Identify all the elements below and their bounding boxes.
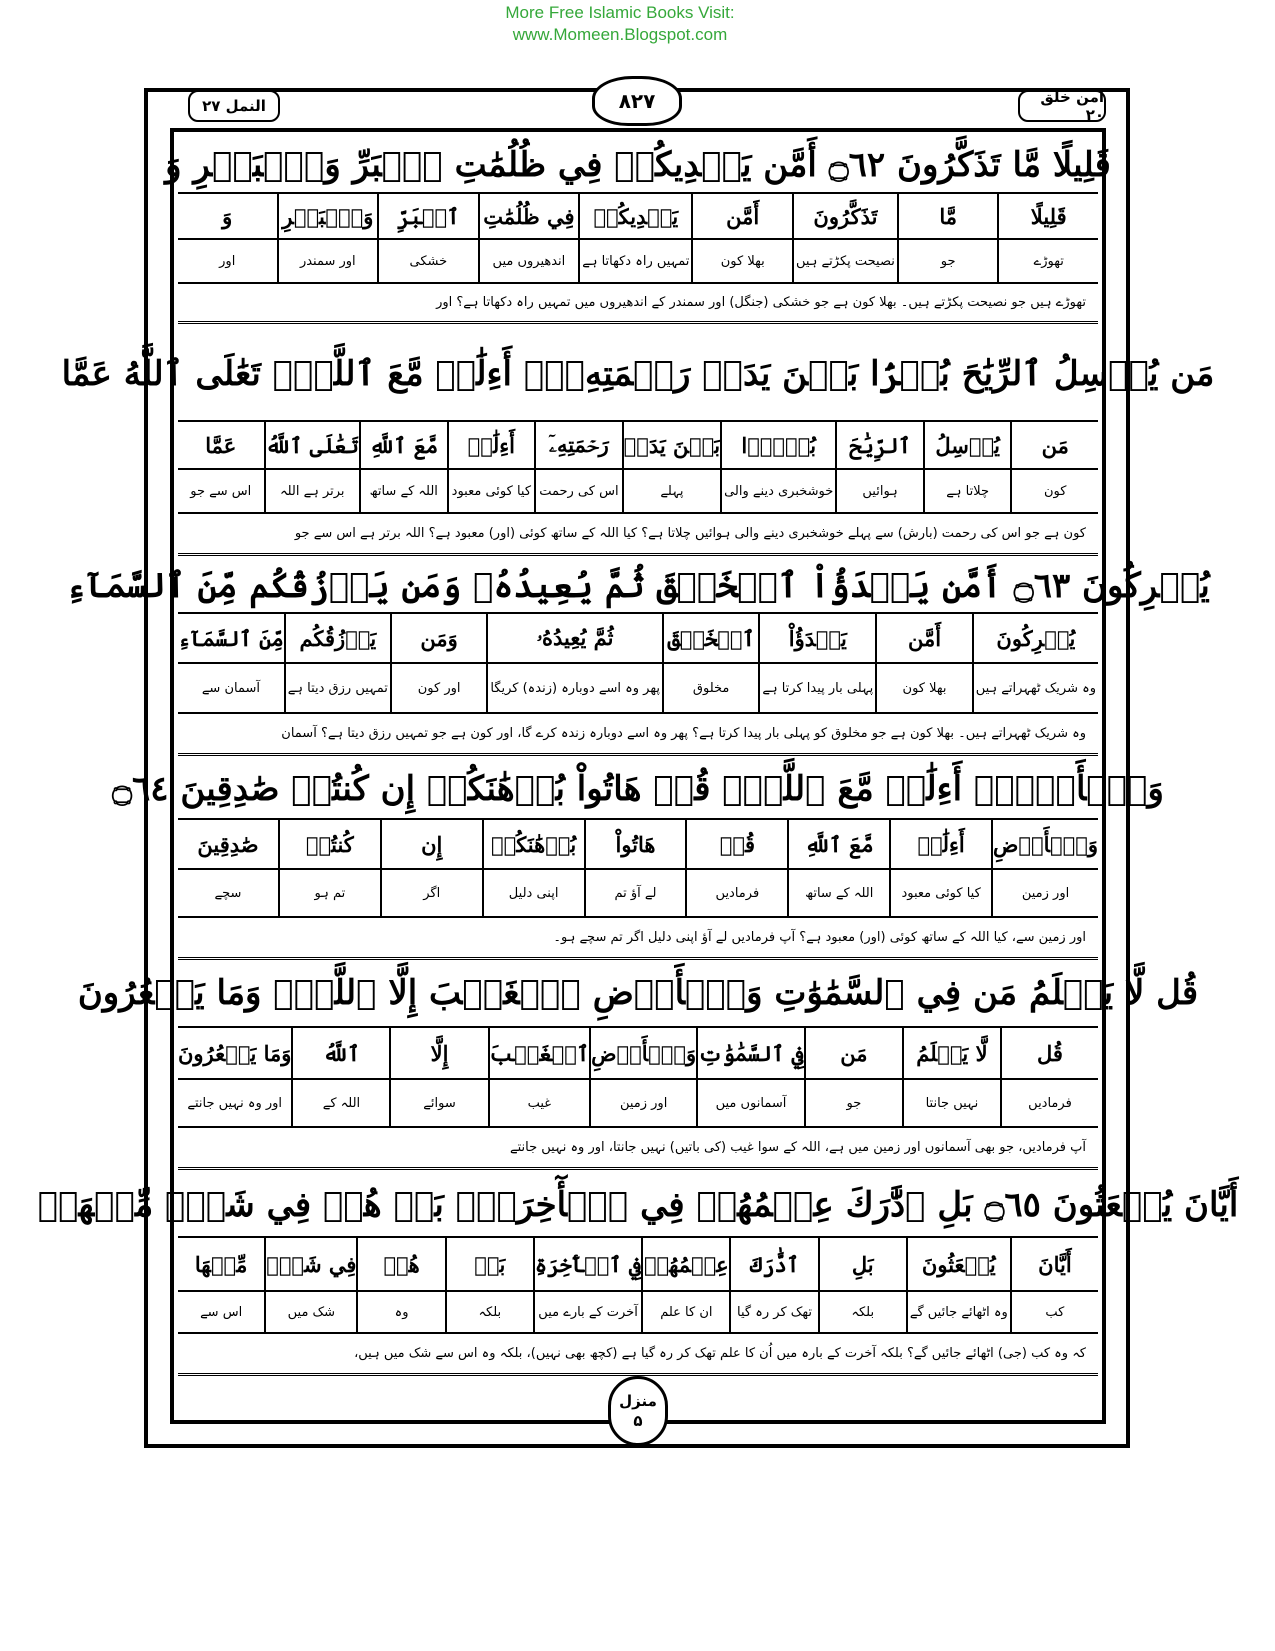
word-cell <box>584 820 686 916</box>
arabic-word: تَذَكَّرُونَ <box>794 194 897 240</box>
arabic-word: ٱلۡبَرِّ <box>379 194 478 240</box>
word-cell <box>835 422 923 512</box>
manzil-badge <box>608 1376 668 1446</box>
arabic-word: أَءِلَٰهٞ <box>891 820 991 870</box>
manzil-label: منزل <box>619 1392 657 1410</box>
word-meaning: بھلا کون <box>720 253 765 269</box>
urdu-translation: وہ شریک ٹھہراتے ہیں۔ بھلا کون ہے جو مخلوق کو پہلی بار پیدا کرتا ہے؟ پھر وہ اسے دوبارہ زندہ کرے گا، اور کون ہے جو تمہیں رزق دیتا ہے؟ آسمان <box>178 714 1098 756</box>
urdu-translation: کہ وہ کب (جی) اٹھائے جائیں گے؟ بلکہ آخرت کے بارہ میں اُن کا علم تھک کر رہ گیا ہے (کچھ بھی نہیں)، بلکہ وہ اس سے شک میں ہیں، <box>178 1334 1098 1376</box>
arabic-word: بَلۡ <box>447 1238 533 1292</box>
verse-section <box>165 136 1111 324</box>
arabic-word: قُل <box>1002 1028 1098 1080</box>
word-meaning: پھر وہ اسے دوبارہ (زندہ) کریگا <box>490 680 660 696</box>
word-cell <box>277 194 378 282</box>
surah-name-label: النمل ۲۷ <box>188 90 280 122</box>
arabic-word: وَمَا يَشۡعُرُونَ <box>178 1028 291 1080</box>
word-cell <box>972 614 1098 712</box>
arabic-word: يَهۡدِيكُمۡ <box>580 194 691 240</box>
word-cell <box>178 194 277 282</box>
word-meaning: ہوائیں <box>862 483 898 499</box>
word-cell <box>389 1028 487 1126</box>
urdu-translation: اور زمین سے، کیا اللہ کے ساتھ کوئی (اور) معبود ہے؟ آپ فرمادیں لے آؤ اپنی دلیل اگر تم سچے ہو۔ <box>178 918 1098 960</box>
arabic-word: صَٰدِقِينَ <box>178 820 278 870</box>
word-meaning: اور وہ نہیں جانتے <box>187 1095 283 1111</box>
word-meaning: فرمادیں <box>715 885 760 901</box>
word-cell <box>923 422 1011 512</box>
arabic-word: رَحۡمَتِهِۦٓ <box>536 422 622 470</box>
word-by-word-grid <box>178 194 1098 284</box>
arabic-word: مِّنَ ٱلسَّمَآءِ <box>178 614 284 664</box>
word-meaning: اللہ کے <box>322 1095 361 1111</box>
arabic-word: أَمَّن <box>877 614 971 664</box>
arabic-word: بُشۡرَۢا <box>722 422 835 470</box>
word-meaning: فرمادیں <box>1028 1095 1072 1111</box>
word-meaning: بلکہ <box>851 1304 875 1320</box>
word-cell <box>356 1238 444 1332</box>
word-cell <box>691 194 792 282</box>
word-cell <box>359 422 447 512</box>
word-by-word-grid <box>178 1238 1098 1334</box>
word-cell <box>758 614 875 712</box>
word-cell <box>818 1238 906 1332</box>
word-meaning: پہلی بار پیدا کرتا ہے <box>762 680 874 696</box>
word-cell <box>264 1238 356 1332</box>
arabic-word: عَمَّا <box>178 422 264 470</box>
word-meaning: آسمان سے <box>201 680 260 696</box>
word-cell <box>1000 1028 1098 1126</box>
word-meaning: تمہیں راہ دکھاتا ہے <box>582 253 690 269</box>
word-meaning: تھک کر رہ گیا <box>737 1304 813 1320</box>
word-cell <box>178 1028 291 1126</box>
word-cell <box>534 422 622 512</box>
word-cell <box>377 194 478 282</box>
word-meaning: کب <box>1045 1304 1065 1320</box>
word-meaning: پہلے <box>660 483 684 499</box>
word-cell <box>380 820 482 916</box>
word-by-word-grid <box>178 820 1098 918</box>
word-meaning: نہیں جانتا <box>925 1095 979 1111</box>
arabic-word: ٱلۡغَيۡبَ <box>490 1028 590 1080</box>
arabic-word: بُرۡهَٰنَكُمۡ <box>484 820 584 870</box>
word-cell <box>792 194 897 282</box>
verse-section <box>77 960 1199 1170</box>
word-cell <box>685 820 787 916</box>
urdu-translation: آپ فرمادیں، جو بھی آسمانوں اور زمین میں ہے، اللہ کے سوا غیب (کی باتیں) نہیں جانتا، اور وہ نہیں جانتے <box>178 1128 1098 1170</box>
arabic-word: تَعَٰلَى ٱللَّهُ <box>266 422 359 470</box>
word-meaning: سچے <box>214 885 242 901</box>
arabic-word: أَيَّانَ <box>1012 1238 1098 1292</box>
word-cell <box>488 1028 590 1126</box>
word-cell <box>902 1028 1000 1126</box>
word-cell <box>720 422 835 512</box>
word-meaning: اگر <box>423 885 441 901</box>
arabic-word: وَٱلۡأَرۡضِ <box>591 1028 696 1080</box>
arabic-word: فِي ظُلُمَٰتِ <box>480 194 579 240</box>
word-cell <box>787 820 889 916</box>
arabic-word: أَمَّن <box>693 194 792 240</box>
arabic-word: إِن <box>382 820 482 870</box>
arabic-word: يُرۡسِلُ <box>925 422 1011 470</box>
word-cell <box>578 194 691 282</box>
word-meaning: خوشخبری دینے والی <box>724 483 834 499</box>
arabic-word: فِي ٱلۡأٓخِرَةِ <box>535 1238 641 1292</box>
word-meaning: برتر ہے اللہ <box>279 483 345 499</box>
arabic-word: بَلِ <box>820 1238 906 1292</box>
word-cell <box>445 1238 533 1332</box>
arabic-word: يُبۡعَثُونَ <box>908 1238 1010 1292</box>
word-cell <box>478 194 579 282</box>
arabic-word: فِي ٱلسَّمَٰوَٰتِ <box>698 1028 804 1080</box>
word-cell <box>906 1238 1010 1332</box>
arabic-word: أَءِلَٰهٞ <box>449 422 535 470</box>
word-meaning: اور کون <box>417 680 461 696</box>
urdu-translation: کون ہے جو اس کی رحمت (بارش) سے پہلے خوشخبری دینے والی ہوائیں چلاتا ہے؟ کیا اللہ کے ساتھ کوئی (اور) معبود ہے؟ اللہ برتر ہے اس سے جو <box>178 514 1098 556</box>
word-meaning: ان کا علم <box>660 1304 713 1320</box>
word-meaning: کون <box>1044 483 1067 499</box>
word-by-word-grid <box>178 1028 1098 1128</box>
word-meaning: غیب <box>527 1095 552 1111</box>
word-meaning: سوائے <box>423 1095 456 1111</box>
word-cell <box>1010 1238 1098 1332</box>
arabic-word: يُشۡرِكُونَ <box>974 614 1098 664</box>
verse-section <box>112 758 1164 960</box>
arabic-verse-line: وَٱلۡأَرۡضِۗ أَءِلَٰهٞ مَّعَ ٱللَّهِۚ قُلۡ هَاتُواْ بُرۡهَٰنَكُمۡ إِن كُنتُمۡ صَٰدِقِينَ ۝٦٤ <box>178 758 1098 820</box>
para-name-label: امن خلق ۲۰ <box>1018 90 1106 122</box>
arabic-word: ٱللَّهُ <box>293 1028 389 1080</box>
word-meaning: کیا کوئی معبود <box>901 885 981 901</box>
arabic-word: مَّا <box>899 194 998 240</box>
word-meaning: تمہیں رزق دیتا ہے <box>287 680 388 696</box>
word-by-word-grid <box>178 422 1098 514</box>
word-meaning: اس کی رحمت <box>539 483 619 499</box>
verse-section <box>37 1172 1239 1376</box>
verse-section <box>61 326 1215 556</box>
manzil-number: ۵ <box>633 1412 643 1430</box>
arabic-verse-line: أَيَّانَ يُبۡعَثُونَ ۝٦٥ بَلِ ٱدَّٰرَكَ عِلۡمُهُمۡ فِي ٱلۡأٓخِرَةِۚ بَلۡ هُمۡ فِي شَكّٖ مِّنۡهَاۖ <box>178 1172 1098 1238</box>
arabic-word: وَٱلۡأَرۡضِ <box>993 820 1098 870</box>
arabic-word: إِلَّا <box>391 1028 487 1080</box>
arabic-word: ٱدَّٰرَكَ <box>731 1238 817 1292</box>
word-meaning: تھوڑے <box>1033 253 1064 269</box>
word-cell <box>662 614 758 712</box>
word-meaning: اور زمین <box>619 1095 668 1111</box>
word-cell <box>278 820 380 916</box>
word-cell <box>482 820 584 916</box>
word-by-word-grid <box>178 614 1098 714</box>
word-cell <box>997 194 1098 282</box>
word-cell <box>264 422 359 512</box>
word-cell <box>889 820 991 916</box>
arabic-word: ٱلرِّيَٰحَ <box>837 422 923 470</box>
arabic-word: وَمَن <box>392 614 486 664</box>
word-cell <box>875 614 971 712</box>
word-meaning: چلاتا ہے <box>946 483 990 499</box>
word-meaning: لے آؤ تم <box>614 885 657 901</box>
word-cell <box>804 1028 902 1126</box>
urdu-translation: تھوڑے ہیں جو نصیحت پکڑتے ہیں۔ بھلا کون ہے جو خشکی (جنگل) اور سمندر کے اندھیروں میں تمہیں راہ دکھاتا ہے؟ اور <box>178 284 1098 324</box>
arabic-word: بَيۡنَ يَدَيۡ <box>624 422 720 470</box>
arabic-verse-line: مَن يُرۡسِلُ ٱلرِّيَٰحَ بُشۡرَۢا بَيۡنَ يَدَيۡ رَحۡمَتِهِۦٓۗ أَءِلَٰهٞ مَّعَ ٱللَّهِۚ تَعَٰلَى ٱللَّهُ عَمَّا <box>178 326 1098 422</box>
arabic-word: هَاتُواْ <box>586 820 686 870</box>
arabic-word: ثُمَّ يُعِيدُهُۥ <box>488 614 662 664</box>
word-cell <box>390 614 486 712</box>
word-cell <box>178 422 264 512</box>
word-meaning: آخرت کے بارے میں <box>538 1304 638 1320</box>
word-meaning: بھلا کون <box>902 680 947 696</box>
arabic-word: مَّعَ ٱللَّهِ <box>361 422 447 470</box>
arabic-verse-line: قُل لَّا يَعۡلَمُ مَن فِي ٱلسَّمَٰوَٰتِ وَٱلۡأَرۡضِ ٱلۡغَيۡبَ إِلَّا ٱللَّهُۚ وَمَا يَشۡعُرُونَ <box>178 960 1098 1028</box>
arabic-word: كُنتُمۡ <box>280 820 380 870</box>
word-cell <box>729 1238 817 1332</box>
arabic-word: مَّعَ ٱللَّهِ <box>789 820 889 870</box>
word-meaning: جو <box>940 253 956 269</box>
arabic-word: عِلۡمُهُمۡ <box>643 1238 729 1292</box>
word-meaning: اس سے <box>200 1304 243 1320</box>
arabic-word: مَن <box>806 1028 902 1080</box>
word-cell <box>486 614 662 712</box>
word-meaning: نصیحت پکڑتے ہیں <box>795 253 895 269</box>
arabic-word: هُمۡ <box>358 1238 444 1292</box>
arabic-word: ٱلۡخَلۡقَ <box>664 614 758 664</box>
page-number: ۸۲۷ <box>592 76 682 126</box>
verse-section <box>66 558 1210 756</box>
word-meaning: شک میں <box>287 1304 336 1320</box>
arabic-word: لَّا يَعۡلَمُ <box>904 1028 1000 1080</box>
arabic-verse-line: قَلِيلًا مَّا تَذَكَّرُونَ ۝٦٢ أَمَّن يَهۡدِيكُمۡ فِي ظُلُمَٰتِ ٱلۡبَرِّ وَٱلۡبَحۡرِ وَ <box>178 136 1098 194</box>
word-cell <box>178 614 284 712</box>
word-cell <box>641 1238 729 1332</box>
word-meaning: وہ <box>394 1304 409 1320</box>
word-meaning: اللہ کے ساتھ <box>805 885 874 901</box>
word-meaning: اپنی دلیل <box>508 885 559 901</box>
word-cell <box>1010 422 1098 512</box>
word-cell <box>447 422 535 512</box>
word-meaning: تم ہو <box>314 885 346 901</box>
word-cell <box>622 422 720 512</box>
word-meaning: خشکی <box>409 253 448 269</box>
word-meaning: اللہ کے ساتھ <box>369 483 438 499</box>
word-meaning: آسمانوں میں <box>715 1095 787 1111</box>
word-meaning: کیا کوئی معبود <box>451 483 532 499</box>
word-cell <box>178 1238 264 1332</box>
arabic-word: مَن <box>1012 422 1098 470</box>
arabic-word: يَبۡدَؤُاْ <box>760 614 875 664</box>
arabic-word: قُلۡ <box>687 820 787 870</box>
word-meaning: اور زمین <box>1021 885 1070 901</box>
word-cell <box>589 1028 696 1126</box>
arabic-word: مِّنۡهَا <box>178 1238 264 1292</box>
word-meaning: بلکہ <box>478 1304 502 1320</box>
word-meaning: اس سے جو <box>190 483 252 499</box>
word-meaning: اندھیروں میں <box>492 253 566 269</box>
arabic-word: وَٱلۡبَحۡرِ <box>279 194 378 240</box>
word-cell <box>291 1028 389 1126</box>
word-meaning: اور <box>219 253 236 269</box>
word-cell <box>696 1028 804 1126</box>
word-meaning: جو <box>846 1095 862 1111</box>
word-meaning: اور سمندر <box>299 253 356 269</box>
promo-link[interactable]: www.Momeen.Blogspot.com <box>512 25 728 44</box>
arabic-word: وَ <box>178 194 277 240</box>
word-cell <box>991 820 1098 916</box>
word-cell <box>533 1238 641 1332</box>
word-cell <box>178 820 278 916</box>
word-meaning: وہ اٹھائے جائیں گے <box>909 1304 1008 1320</box>
word-cell <box>284 614 390 712</box>
promo-banner[interactable] <box>0 2 1240 46</box>
arabic-word: يَرۡزُقُكُم <box>286 614 390 664</box>
word-meaning: وہ شریک ٹھہراتے ہیں <box>975 680 1096 696</box>
word-meaning: مخلوق <box>692 680 730 696</box>
arabic-word: قَلِيلًا <box>999 194 1098 240</box>
word-cell <box>897 194 998 282</box>
arabic-word: فِي شَكّٖ <box>266 1238 356 1292</box>
promo-line-1: More Free Islamic Books Visit: <box>505 3 735 22</box>
arabic-verse-line: يُشۡرِكُونَ ۝٦٣ أَمَّن يَبۡدَؤُاْ ٱلۡخَلۡقَ ثُمَّ يُعِيدُهُۥ وَمَن يَرۡزُقُكُم مِّنَ ٱلسَّمَآءِ <box>178 558 1098 614</box>
